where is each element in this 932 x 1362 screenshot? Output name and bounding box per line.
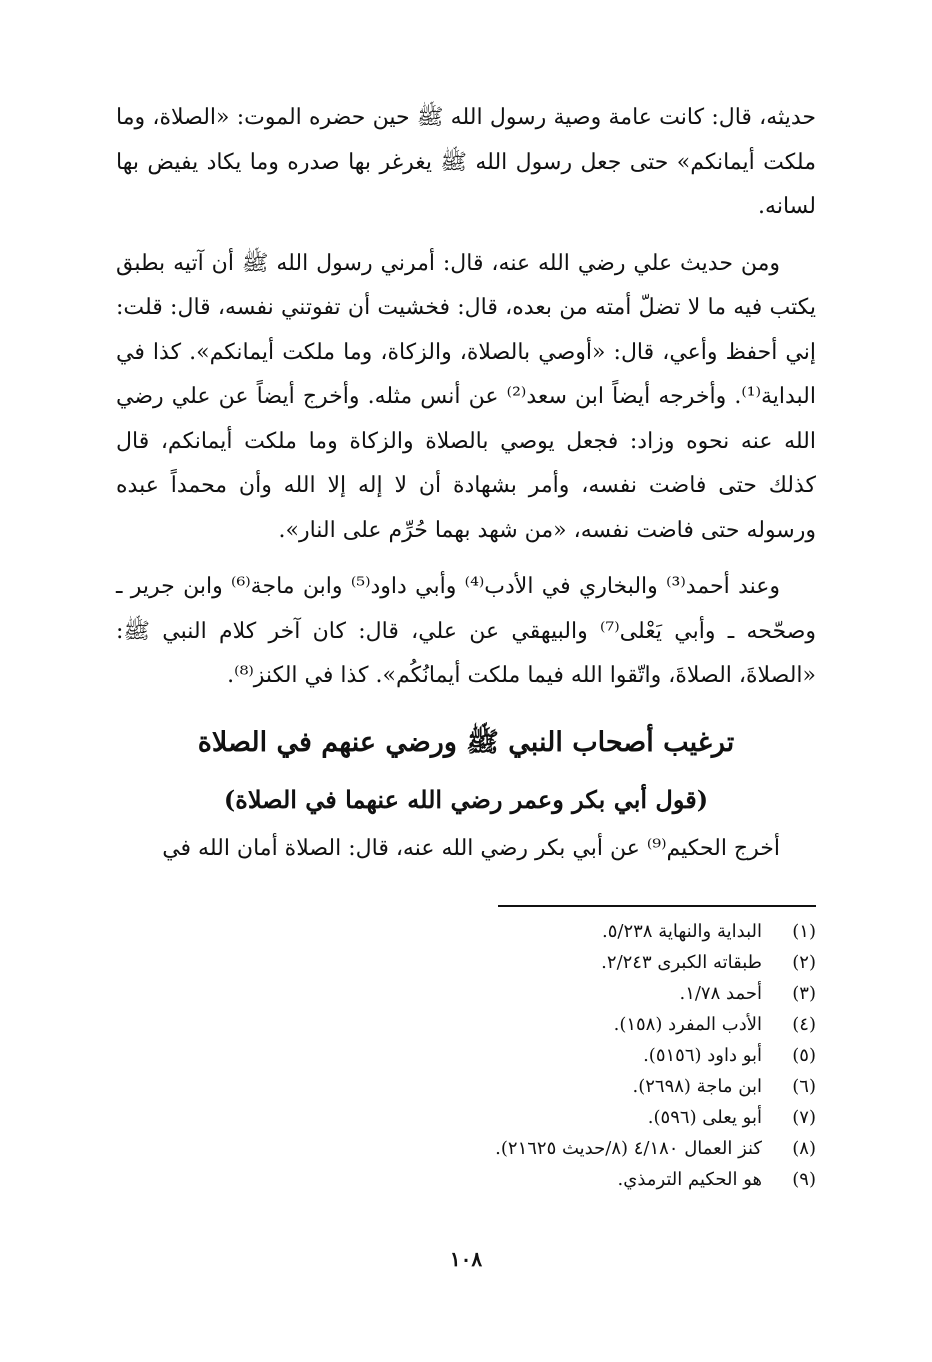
footnote-number: (٥): [792, 1045, 816, 1066]
footnote-item: [116, 1102, 816, 1133]
footnote-number: (٣): [792, 983, 816, 1004]
footnote-number: (٩): [792, 1169, 816, 1190]
paragraph-1: حديثه، قال: كانت عامة وصية رسول الله ﷺ حين حضره الموت: «الصلاة، وما ملكت أيمانكم» حتى جعل رسول الله ﷺ يغرغر بها صدره وما يكاد يفيض بها لسانه.: [116, 105, 816, 219]
footnote-item: [116, 1009, 816, 1040]
footnote-divider: [498, 905, 816, 907]
footnote-text: هو الحكيم الترمذي.: [617, 1169, 762, 1190]
footnote-text: ابن ماجة (٢٦٩٨).: [632, 1076, 762, 1097]
paragraph-3: وعند أحمد⁽³⁾ والبخاري في الأدب⁽⁴⁾ وأبي داود⁽⁵⁾ وابن ماجة⁽⁶⁾ وابن جرير ـ وصحّحه ـ وأبي يَعْلى⁽⁷⁾ والبيهقي عن علي، قال: كان آخر كلام النبي ﷺ: «الصلاةَ، الصلاةَ، واتّقوا الله فيما ملكت أيمانُكُم». كذا في الكنز⁽⁸⁾.: [116, 574, 816, 688]
footnote-number: (٨): [792, 1138, 816, 1159]
footnote-item: [116, 1164, 816, 1195]
footnote-item: [116, 1040, 816, 1071]
footnote-item: [116, 978, 816, 1009]
footnote-number: (٦): [792, 1076, 816, 1097]
footnote-text: الأدب المفرد (١٥٨).: [613, 1014, 762, 1035]
footnote-number: (٢): [792, 952, 816, 973]
section-heading: ترغيب أصحاب النبي ﷺ ورضي عنهم في الصلاة: [197, 726, 735, 758]
footnote-text: كنز العمال ٤/١٨٠ (٨/حديث ٢١٦٢٥).: [495, 1138, 762, 1159]
footnote-number: (١): [792, 921, 816, 942]
footnote-item: [116, 1071, 816, 1102]
footnote-text: أبو داود (٥١٥٦).: [643, 1045, 762, 1066]
footnote-number: (٧): [792, 1107, 816, 1128]
footnotes-list: [116, 916, 816, 1195]
footnote-text: أحمد ١/٧٨.: [679, 983, 762, 1004]
footnote-item: [116, 947, 816, 978]
paragraph-4: أخرج الحكيم⁽⁹⁾ عن أبي بكر رضي الله عنه، قال: الصلاة أمان الله في: [162, 835, 780, 861]
paragraph-2: ومن حديث علي رضي الله عنه، قال: أمرني رسول الله ﷺ أن آتيه بطبق يكتب فيه ما لا تضلّ أمته من بعده، قال: فخشيت أن تفوتني نفسه، قال: قلت: إني أحفظ وأعي، قال: «أوصي بالصلاة، والزكاة، وما ملكت أيمانكم». كذا في البداية⁽¹⁾. وأخرجه أيضاً ابن سعد⁽²⁾ عن أنس مثله. وأخرج أيضاً عن علي رضي الله عنه نحوه وزاد: فجعل يوصي بالصلاة والزكاة وما ملكت أيمانكم، قال كذلك حتى فاضت نفسه، وأمر بشهادة أن لا إله إلا الله وأن محمداً عبده ورسوله حتى فاضت نفسه، «من شهد بهما حُرِّم على النار».: [116, 250, 816, 543]
footnote-item: [116, 916, 816, 947]
footnote-number: (٤): [792, 1014, 816, 1035]
footnote-text: طبقاته الكبرى ٢/٢٤٣.: [601, 952, 762, 973]
section-subheading: (قول أبي بكر وعمر رضي الله عنهما في الصلاة): [223, 784, 709, 814]
footnote-text: أبو يعلى (٥٩٦).: [647, 1107, 762, 1128]
main-text: [116, 96, 816, 871]
footnote-text: البداية والنهاية ٥/٢٣٨.: [601, 921, 762, 942]
page-number: ١٠٨: [449, 1247, 483, 1271]
footnote-item: [116, 1133, 816, 1164]
